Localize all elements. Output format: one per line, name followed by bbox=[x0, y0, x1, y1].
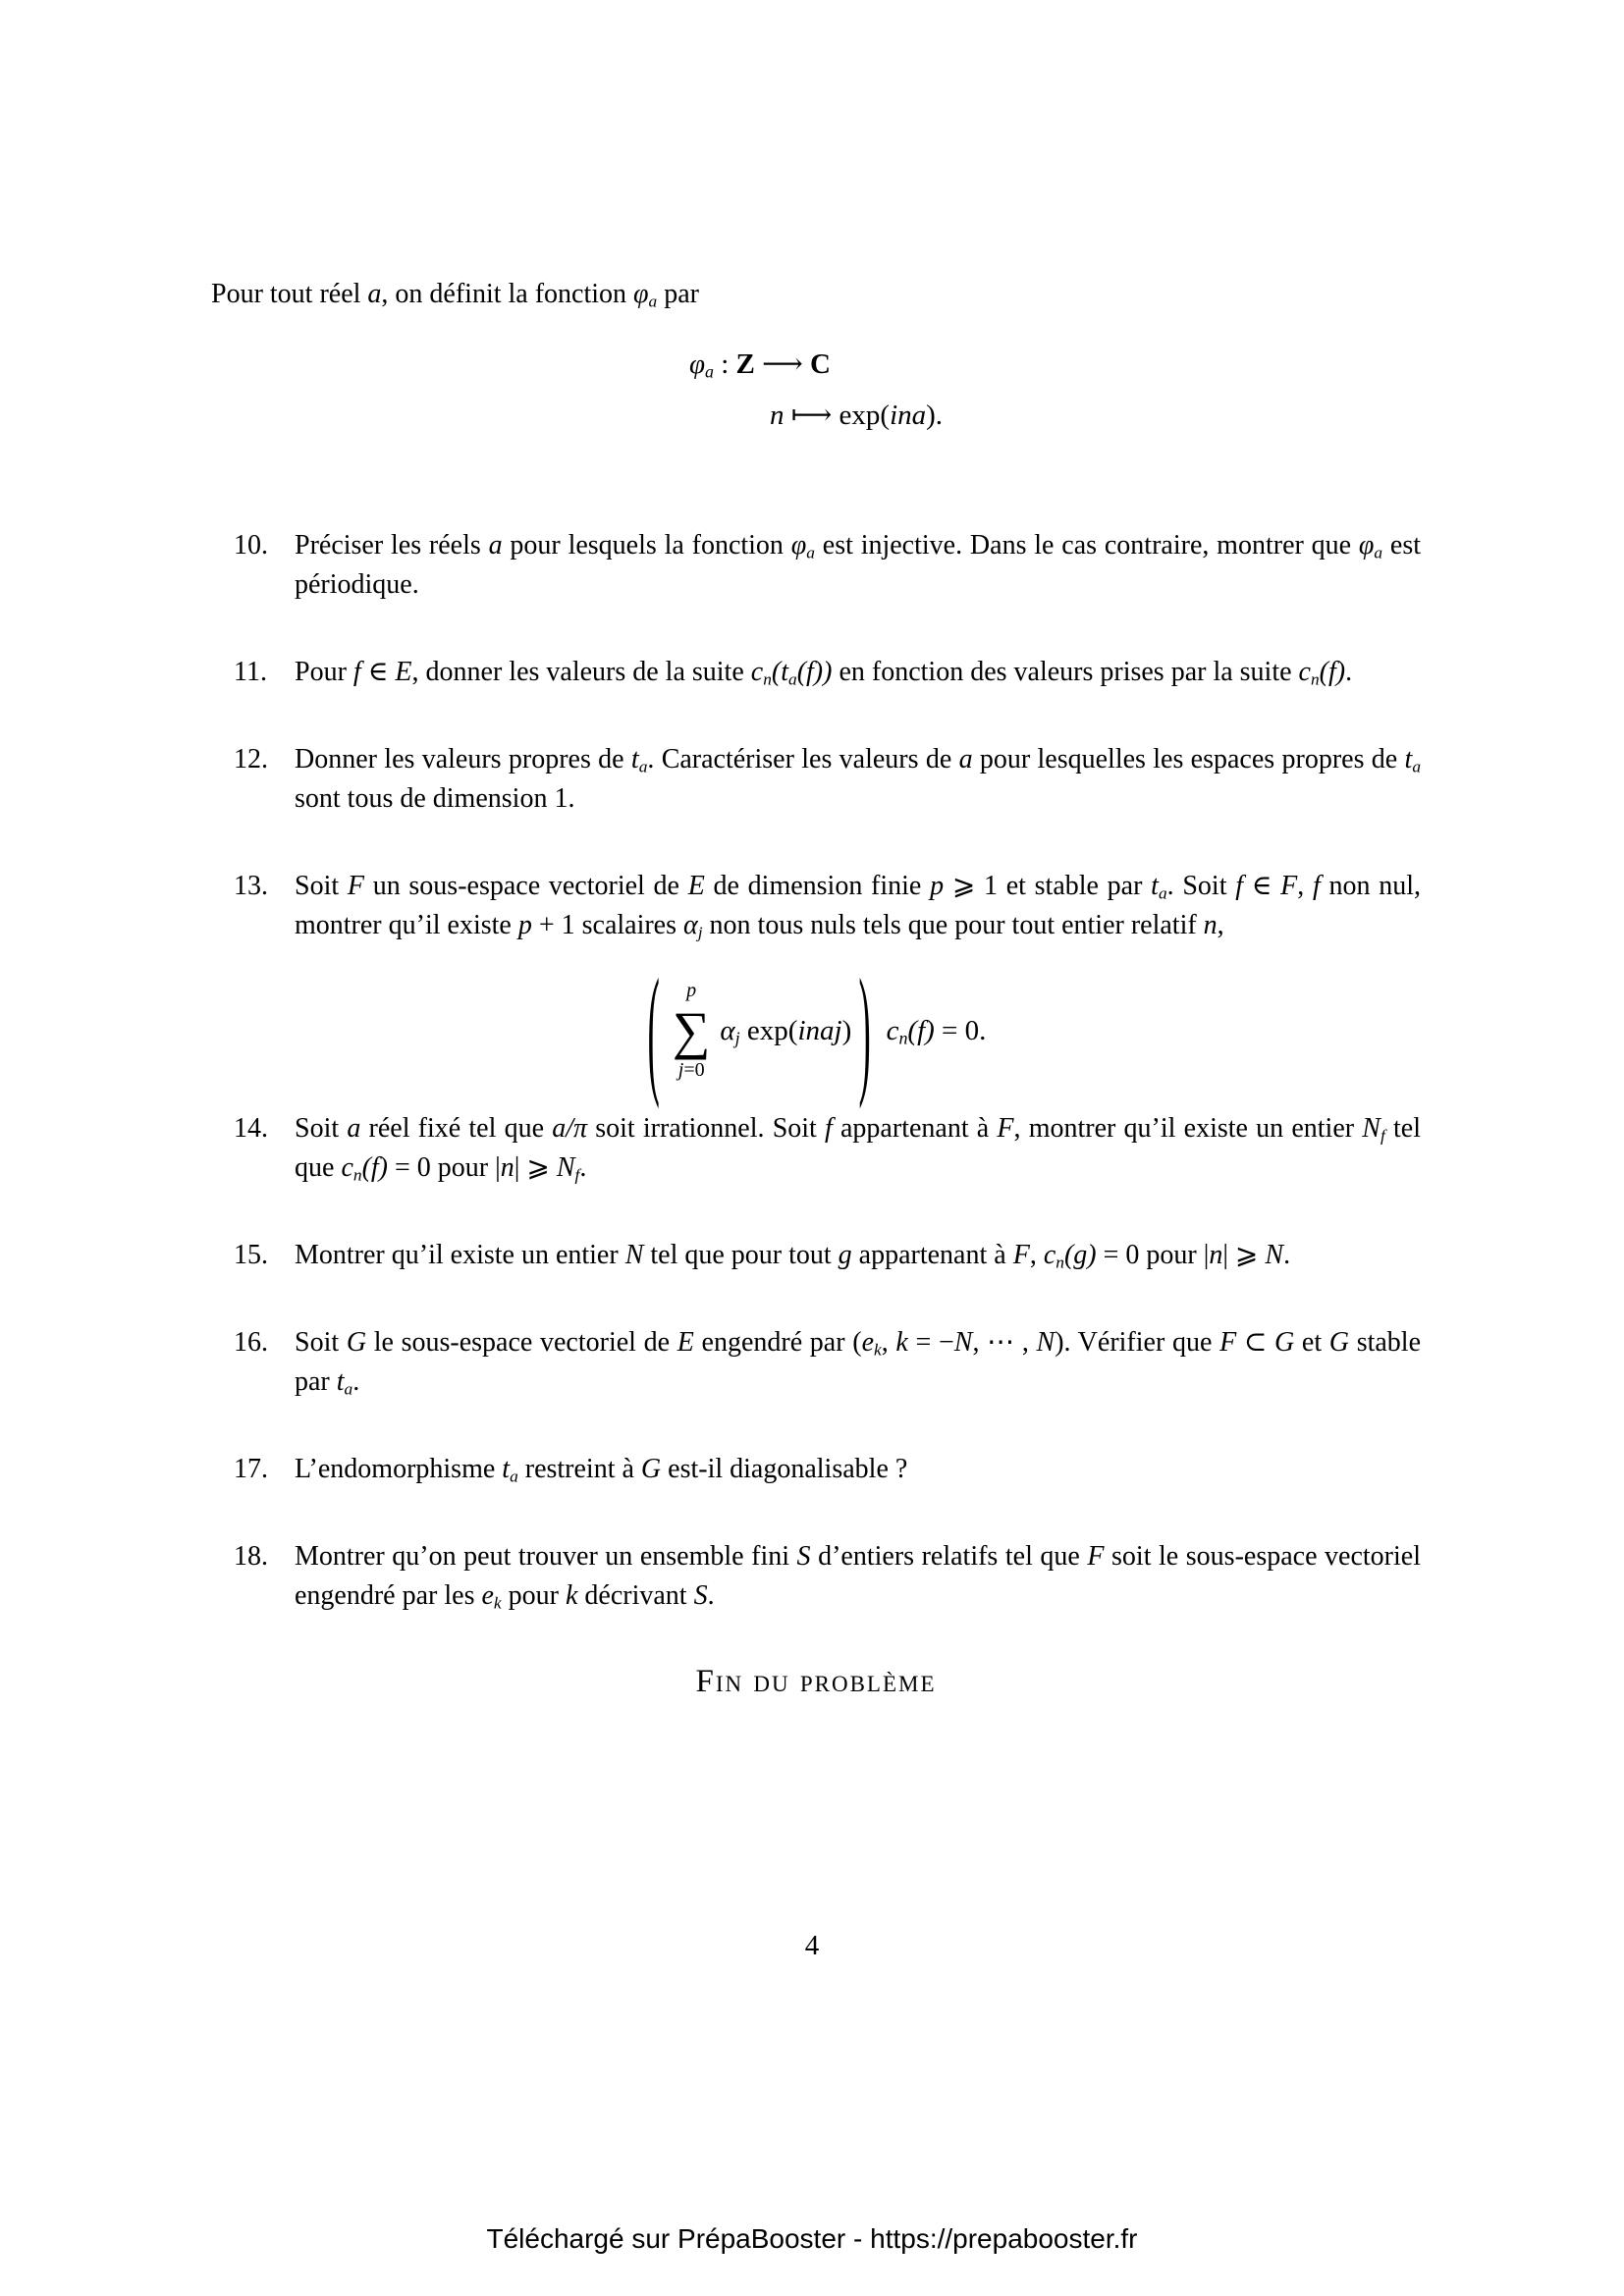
summation-upper-limit bbox=[686, 980, 696, 1002]
math-segment: $t_a$ bbox=[336, 1366, 353, 1399]
page-content bbox=[211, 275, 1421, 1700]
text-segment: ∈ bbox=[360, 657, 396, 687]
math-segment: N bbox=[1036, 1327, 1056, 1358]
text-segment: tel que bbox=[295, 1113, 1421, 1183]
math-segment: n bbox=[500, 1152, 514, 1183]
math-segment: j bbox=[677, 1059, 684, 1081]
text-segment: tel que pour tout bbox=[643, 1240, 839, 1270]
text-segment: = 0. bbox=[934, 1015, 987, 1046]
question-number: 11. bbox=[234, 657, 267, 687]
math-segment: $c_n(f)$ bbox=[341, 1152, 388, 1185]
text-segment: . bbox=[1283, 1240, 1291, 1270]
text-segment: est périodique. bbox=[295, 530, 1422, 600]
text-segment: . Soit bbox=[1166, 871, 1236, 901]
math-segment: p bbox=[686, 980, 697, 1001]
math-segment: F bbox=[1012, 1240, 1030, 1270]
text-segment: , on définit la fonction bbox=[381, 279, 634, 309]
text-segment: le sous-espace vectoriel de bbox=[366, 1327, 677, 1358]
math-segment: $t_a$ bbox=[630, 744, 648, 776]
text-segment: = 0 pour | bbox=[1096, 1240, 1210, 1270]
math-segment: $\alpha_j$ bbox=[720, 1015, 740, 1048]
question-text bbox=[295, 653, 1421, 692]
equation-right-side bbox=[887, 1011, 987, 1050]
math-segment: N bbox=[1265, 1240, 1284, 1270]
text-segment: , ⋯ , bbox=[972, 1327, 1037, 1358]
question-text bbox=[295, 1109, 1421, 1188]
question-item-11 bbox=[211, 653, 1421, 692]
math-segment: E bbox=[687, 871, 705, 901]
math-segment: G bbox=[1328, 1327, 1350, 1358]
math-segment: $N_f$ bbox=[556, 1152, 580, 1185]
math-segment: $c_n(f)$ bbox=[1298, 657, 1346, 689]
text-segment: Soit bbox=[295, 1113, 348, 1144]
question-text bbox=[295, 740, 1421, 819]
text-segment: Montrer qu’il existe un entier bbox=[295, 1240, 625, 1270]
math-segment: n bbox=[1209, 1240, 1223, 1270]
text-segment: , bbox=[1029, 1240, 1044, 1270]
math-segment: $\varphi_a$ bbox=[790, 530, 815, 562]
question-item-12 bbox=[211, 740, 1421, 819]
text-segment: décrivant bbox=[577, 1580, 694, 1611]
text-segment: | ⩾ bbox=[514, 1152, 557, 1183]
footer-download-note: Téléchargé sur PrépaBooster - https://prepabooster.fr bbox=[486, 2223, 1138, 2254]
text-segment: pour bbox=[501, 1580, 566, 1611]
sum-equation bbox=[646, 948, 987, 1109]
question-item-16 bbox=[211, 1323, 1421, 1402]
question-item-14 bbox=[211, 1109, 1421, 1188]
math-segment: F bbox=[347, 871, 364, 901]
question-text bbox=[295, 867, 1422, 1109]
math-segment: E bbox=[395, 657, 412, 687]
text-segment: et bbox=[1294, 1327, 1329, 1358]
math-segment: k bbox=[565, 1580, 578, 1611]
question-number: 12. bbox=[234, 744, 268, 774]
math-segment: $c_n(f)$ bbox=[886, 1015, 935, 1048]
text-segment: pour lesquels la fonction bbox=[502, 530, 791, 561]
text-segment: Préciser les réels bbox=[295, 530, 489, 561]
math-segment: G bbox=[640, 1454, 662, 1484]
text-segment: Soit bbox=[295, 871, 348, 901]
text-segment: est injective. Dans le cas contraire, montrer que bbox=[814, 530, 1359, 561]
text-segment: ∈ bbox=[1242, 871, 1281, 901]
text-segment: stable par bbox=[295, 1327, 1422, 1397]
text-segment: appartenant à bbox=[832, 1113, 998, 1144]
summation-symbol-group bbox=[673, 980, 711, 1082]
text-segment: , bbox=[1297, 871, 1313, 901]
text-segment: est-il diagonalisable ? bbox=[661, 1454, 908, 1484]
math-segment: p bbox=[930, 871, 945, 901]
text-segment: ⟼ exp( bbox=[784, 400, 891, 431]
text-segment: ⊂ bbox=[1236, 1327, 1274, 1358]
text-segment: , montrer qu’il existe un entier bbox=[1013, 1113, 1363, 1144]
text-segment: ⟶ bbox=[754, 348, 810, 380]
text-segment: engendré par ( bbox=[693, 1327, 862, 1358]
function-definition-display bbox=[211, 339, 1421, 441]
math-segment: $N_f$ bbox=[1362, 1113, 1385, 1146]
math-segment: a bbox=[488, 530, 503, 561]
left-parenthesis: ( bbox=[647, 948, 660, 1109]
text-segment: ). bbox=[926, 400, 944, 431]
question-number: 10. bbox=[234, 530, 268, 561]
math-segment: $\alpha_j$ bbox=[683, 910, 703, 942]
summation-sigma-icon: ∑ bbox=[672, 1001, 711, 1060]
summation-lower-limit bbox=[678, 1059, 705, 1082]
text-segment: . bbox=[1345, 657, 1353, 687]
question-item-10 bbox=[211, 526, 1421, 605]
bold-math-segment: C bbox=[809, 348, 831, 380]
math-segment: a bbox=[367, 279, 382, 309]
math-segment: a bbox=[347, 1113, 361, 1144]
question-item-15 bbox=[211, 1236, 1421, 1275]
math-segment: $c_n(t_a(f))$ bbox=[750, 657, 833, 689]
text-segment: =0 bbox=[683, 1059, 705, 1081]
math-segment: $\varphi_a$ bbox=[633, 279, 658, 311]
question-number: 18. bbox=[234, 1541, 268, 1572]
math-segment: f bbox=[1235, 871, 1243, 901]
text-segment: ⩾ 1 et stable par bbox=[944, 871, 1152, 901]
text-segment: , bbox=[1217, 910, 1224, 940]
text-segment: un sous-espace vectoriel de bbox=[363, 871, 688, 901]
text-segment: ) bbox=[841, 1015, 852, 1046]
math-segment: inaj bbox=[797, 1015, 842, 1046]
math-segment: k bbox=[895, 1327, 908, 1358]
question-text bbox=[295, 1236, 1421, 1275]
math-segment: $t_a$ bbox=[502, 1454, 518, 1486]
text-segment: soit le sous-espace vectoriel engendré par les bbox=[295, 1541, 1421, 1611]
sum-equation-display bbox=[211, 948, 1421, 1109]
math-segment: $t_a$ bbox=[1404, 744, 1421, 776]
text-segment: non tous nuls tels que pour tout entier relatif bbox=[702, 910, 1204, 940]
text-segment: soit irrationnel. Soit bbox=[587, 1113, 826, 1144]
math-segment: $e_k$ bbox=[861, 1327, 882, 1360]
text-segment: : bbox=[713, 348, 736, 380]
definition-line-mapping bbox=[689, 390, 943, 441]
math-segment: $e_k$ bbox=[481, 1580, 502, 1613]
math-segment: $t_a$ bbox=[1151, 871, 1167, 903]
text-segment: + 1 scalaires bbox=[531, 910, 684, 940]
text-segment: pour lesquelles les espaces propres de bbox=[972, 744, 1405, 774]
question-number: 14. bbox=[234, 1113, 268, 1144]
text-segment: restreint à bbox=[517, 1454, 641, 1484]
math-segment: S bbox=[796, 1541, 811, 1572]
math-segment: f bbox=[825, 1113, 833, 1144]
math-segment: $c_n(g)$ bbox=[1043, 1240, 1097, 1272]
math-segment: N bbox=[953, 1327, 973, 1358]
text-segment: d’entiers relatifs tel que bbox=[810, 1541, 1088, 1572]
question-text bbox=[295, 1450, 1421, 1489]
text-segment: exp( bbox=[739, 1015, 798, 1046]
intro-paragraph bbox=[211, 275, 1421, 314]
text-segment: appartenant à bbox=[851, 1240, 1013, 1270]
text-segment: par bbox=[657, 279, 699, 309]
math-segment: N bbox=[624, 1240, 644, 1270]
text-segment: Soit bbox=[295, 1327, 347, 1358]
math-segment: F bbox=[997, 1113, 1014, 1144]
math-segment: n bbox=[1203, 910, 1218, 940]
math-segment: a bbox=[958, 744, 973, 774]
question-text bbox=[295, 526, 1421, 605]
text-segment: L’endomorphisme bbox=[295, 1454, 503, 1484]
math-segment: ina bbox=[890, 400, 927, 431]
text-segment: Montrer qu’on peut trouver un ensemble fini bbox=[295, 1541, 797, 1572]
text-segment: réel fixé tel que bbox=[360, 1113, 553, 1144]
right-parenthesis: ) bbox=[858, 948, 872, 1109]
text-segment: | ⩾ bbox=[1222, 1240, 1266, 1270]
text-segment: Pour bbox=[295, 657, 353, 687]
text-segment: . Caractériser les valeurs de bbox=[647, 744, 959, 774]
question-list bbox=[211, 526, 1421, 1616]
text-segment: Pour tout réel bbox=[211, 279, 368, 309]
math-segment: E bbox=[677, 1327, 694, 1358]
bold-math-segment: Z bbox=[735, 348, 755, 380]
math-segment: p bbox=[517, 910, 532, 940]
question-number: 17. bbox=[234, 1454, 268, 1484]
math-segment: S bbox=[693, 1580, 708, 1611]
text-segment: . bbox=[352, 1366, 360, 1397]
math-segment: f bbox=[352, 657, 361, 687]
text-segment: , donner les valeurs de la suite bbox=[411, 657, 751, 687]
end-of-problem-label: Fin du problème bbox=[695, 1664, 937, 1699]
text-segment: Donner les valeurs propres de bbox=[295, 744, 631, 774]
page-number: 4 bbox=[804, 1930, 820, 1961]
text-segment: non nul, montrer qu’il existe bbox=[295, 871, 1422, 940]
math-segment: g bbox=[838, 1240, 852, 1270]
definition-line-domain bbox=[689, 339, 943, 390]
text-segment: , bbox=[881, 1327, 896, 1358]
math-segment: n bbox=[769, 400, 785, 431]
math-segment: G bbox=[346, 1327, 367, 1358]
text-segment: = 0 pour | bbox=[388, 1152, 501, 1183]
text-segment: . bbox=[707, 1580, 715, 1611]
text-segment: = − bbox=[907, 1327, 954, 1358]
math-segment: G bbox=[1274, 1327, 1295, 1358]
math-segment: f bbox=[1313, 871, 1321, 901]
text-segment: sont tous de dimension 1. bbox=[295, 783, 575, 814]
function-definition-block bbox=[689, 339, 943, 441]
question-item-13 bbox=[211, 867, 1422, 1109]
question-text-segments bbox=[295, 871, 1421, 940]
question-item-18 bbox=[211, 1537, 1421, 1616]
question-number: 13. bbox=[234, 871, 268, 901]
text-segment: ). Vérifier que bbox=[1055, 1327, 1220, 1358]
question-text bbox=[295, 1537, 1421, 1616]
question-item-17 bbox=[211, 1450, 1421, 1489]
question-number: 15. bbox=[234, 1240, 268, 1270]
math-segment: F bbox=[1087, 1541, 1105, 1572]
text-segment: en fonction des valeurs prises par la suite bbox=[832, 657, 1299, 687]
question-text bbox=[295, 1323, 1421, 1402]
summand-expression bbox=[720, 1011, 851, 1050]
math-segment: F bbox=[1219, 1327, 1237, 1358]
question-number: 16. bbox=[234, 1327, 268, 1358]
math-segment: $\varphi_a$ bbox=[1358, 530, 1383, 562]
text-segment: de dimension finie bbox=[704, 871, 931, 901]
math-segment: $\varphi_a$ bbox=[688, 348, 714, 382]
math-segment: F bbox=[1280, 871, 1298, 901]
text-segment: . bbox=[579, 1152, 587, 1183]
math-segment: a/π bbox=[552, 1113, 588, 1144]
